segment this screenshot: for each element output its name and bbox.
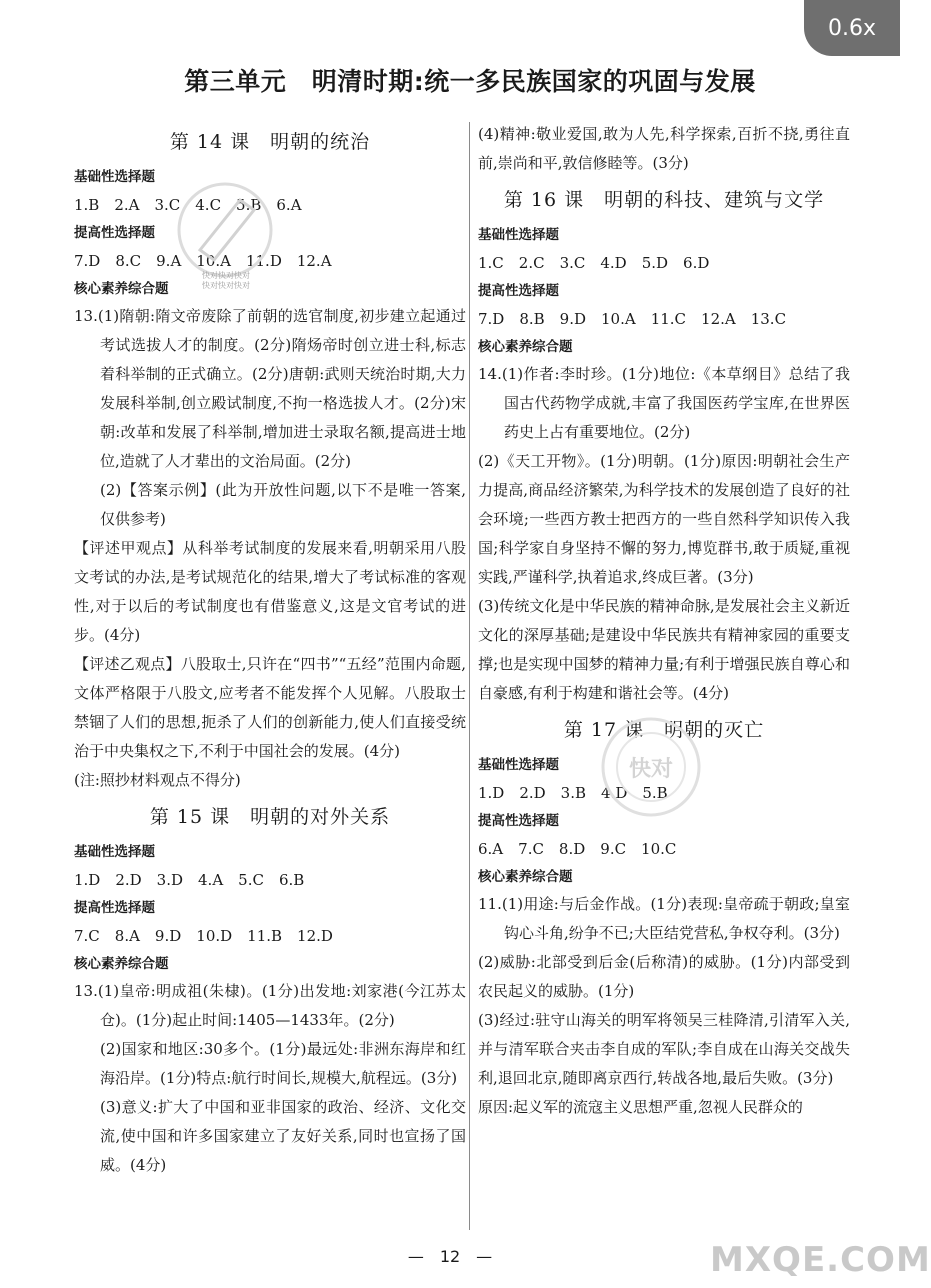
lesson-14-view-a: 【评述甲观点】从科举考试制度的发展来看,明朝采用八股文考试的办法,是考试规范化的结果,增大了考试标准的客观性,对于以后的考试制度也有借鉴意义,这是文官考试的进步。(4分): [74, 539, 466, 644]
lesson-15-core-header: 核心素养综合题: [74, 956, 169, 972]
lesson-15-q13-part3: (3)意义:扩大了中国和亚非国家的政治、经济、文化交流,使中国和许多国家建立了友好关系,同时也宣扬了国威。(4分): [100, 1098, 466, 1174]
lesson-17-improve-answers: 6.A 7.C 8.D 9.C 10.C: [478, 840, 677, 858]
kuaidui-watermark-text-2: 快对快对快对: [202, 281, 250, 290]
lesson-16-improve-answers: 7.D 8.B 9.D 10.A 11.C 12.A 13.C: [478, 310, 787, 328]
lesson-17-basic-header: 基础性选择题: [478, 757, 559, 773]
lesson-17-core-header: 核心素养综合题: [478, 869, 573, 885]
lesson-15-q13-part2: (2)国家和地区:30多个。(1分)最远处:非洲东海岸和红海沿岸。(1分)特点:航行时间长,规模大,航程远。(3分): [100, 1040, 466, 1087]
kuaidui-watermark-text: 快对快对快对: [202, 271, 250, 280]
lesson-15-q13-part4: (4)精神:敬业爱国,敢为人先,科学探索,百折不挠,勇往直前,崇尚和平,敦信修睦等。(3分): [478, 125, 850, 172]
lesson-17-title: 第 17 课 明朝的灭亡: [563, 719, 765, 741]
lesson-14-view-b: 【评述乙观点】八股取士,只许在“四书”“五经”范围内命题,文体严格限于八股文,应考者不能发挥个人见解。八股取士禁锢了人们的思想,扼杀了人们的创新能力,使人们直接受统治于中央集权之下,不利于中国社会的发展。(4分): [74, 655, 466, 760]
lesson-17-basic-answers: 1.D 2.D 3.B 4.D 5.B: [478, 784, 668, 802]
lesson-16-q14-part3: (3)传统文化是中华民族的精神命脉,是发展社会主义新近文化的深厚基础;是建设中华民族共有精神家园的重要支撑;也是实现中国梦的精神力量;有利于增强民族自尊心和自豪感,有利于构建和谐社会等。(4分): [478, 597, 850, 702]
lesson-17-q11-reason: 原因:起义军的流寇主义思想严重,忽视人民群众的: [478, 1098, 803, 1116]
lesson-16-title: 第 16 课 明朝的科技、建筑与文学: [503, 189, 825, 211]
unit-title: 第三单元 明清时期:统一多民族国家的巩固与发展: [184, 67, 756, 96]
lesson-16-basic-answers: 1.C 2.C 3.C 4.D 5.D 6.D: [478, 254, 710, 272]
lesson-14-q13-part1: 13.(1)隋朝:隋文帝废除了前朝的选官制度,初步建立起通过考试选拔人才的制度。(2分)隋炀帝时创立进士科,标志着科举制的正式确立。(2分)唐朝:武则天统治时期,大力发展科举制,创立殿试制度,不拘一格选拔人才。(2分)宋朝:改革和发展了科举制,增加进士录取名额,提高进士地位,造就了人才辈出的文治局面。(2分): [74, 307, 466, 470]
lesson-16-core-header: 核心素养综合题: [478, 339, 573, 355]
lesson-17-q11-part2: (2)威胁:北部受到后金(后称清)的威胁。(1分)内部受到农民起义的威胁。(1分): [478, 953, 850, 1000]
right-column: [478, 120, 850, 1122]
lesson-16-basic-header: 基础性选择题: [478, 227, 559, 243]
lesson-14-basic-header: 基础性选择题: [74, 169, 155, 185]
lesson-15-q13-part1: 13.(1)皇帝:明成祖(朱棣)。(1分)出发地:刘家港(今江苏太仓)。(1分)起止时间:1405—1433年。(2分): [74, 982, 466, 1029]
lesson-17-q11-part3: (3)经过:驻守山海关的明军将领吴三桂降清,引清军入关,并与清军联合夹击李自成的军队;李自成在山海关交战失利,退回北京,随即离京西行,转战各地,最后失败。(3分): [478, 1011, 850, 1087]
lesson-17-q11-part1: 11.(1)用途:与后金作战。(1分)表现:皇帝疏于朝政;皇室钩心斗角,纷争不已;大臣结党营私,争权夺利。(3分): [478, 895, 850, 942]
lesson-16-q14-part1: 14.(1)作者:李时珍。(1分)地位:《本草纲目》总结了我国古代药物学成就,丰富了我国医药学宝库,在世界医药史上占有重要地位。(2分): [478, 365, 850, 441]
column-divider: [469, 122, 470, 1230]
lesson-14-core-header: 核心素养综合题: [74, 281, 169, 297]
lesson-15-improve-header: 提高性选择题: [74, 900, 155, 916]
mxqe-watermark: MXQE.COM: [710, 1240, 931, 1280]
lesson-14-basic-answers: 1.B 2.A 3.C 4.C 5.B 6.A: [74, 196, 302, 214]
lesson-16-q14-part2: (2)《天工开物》。(1分)明朝。(1分)原因:明朝社会生产力提高,商品经济繁荣,为科学技术的发展创造了良好的社会环境;一些西方教士把西方的一些自然科学知识传入我国;科学家自身坚持不懈的努力,博览群书,敢于质疑,重视实践,严谨科学,执着追求,终成巨著。(3分): [478, 452, 850, 586]
zoom-level-badge[interactable]: 0.6x: [804, 0, 900, 56]
lesson-14-improve-answers: 7.D 8.C 9.A 10.A 11.D 12.A: [74, 252, 332, 270]
kuaidui-brand-text: 快对: [628, 757, 674, 782]
lesson-15-basic-answers: 1.D 2.D 3.D 4.A 5.C 6.B: [74, 871, 305, 889]
lesson-14-note: (注:照抄材料观点不得分): [74, 771, 241, 789]
lesson-14-q13-part2: (2)【答案示例】(此为开放性问题,以下不是唯一答案,仅供参考): [100, 481, 466, 528]
lesson-15-basic-header: 基础性选择题: [74, 844, 155, 860]
page-number: — 12 —: [407, 1247, 493, 1266]
lesson-14-title: 第 14 课 明朝的统治: [169, 131, 371, 153]
lesson-14-improve-header: 提高性选择题: [74, 225, 155, 241]
lesson-16-improve-header: 提高性选择题: [478, 283, 559, 299]
lesson-15-title: 第 15 课 明朝的对外关系: [149, 806, 391, 828]
left-column: [74, 120, 466, 1180]
lesson-15-improve-answers: 7.C 8.A 9.D 10.D 11.B 12.D: [74, 927, 333, 945]
lesson-17-improve-header: 提高性选择题: [478, 813, 559, 829]
